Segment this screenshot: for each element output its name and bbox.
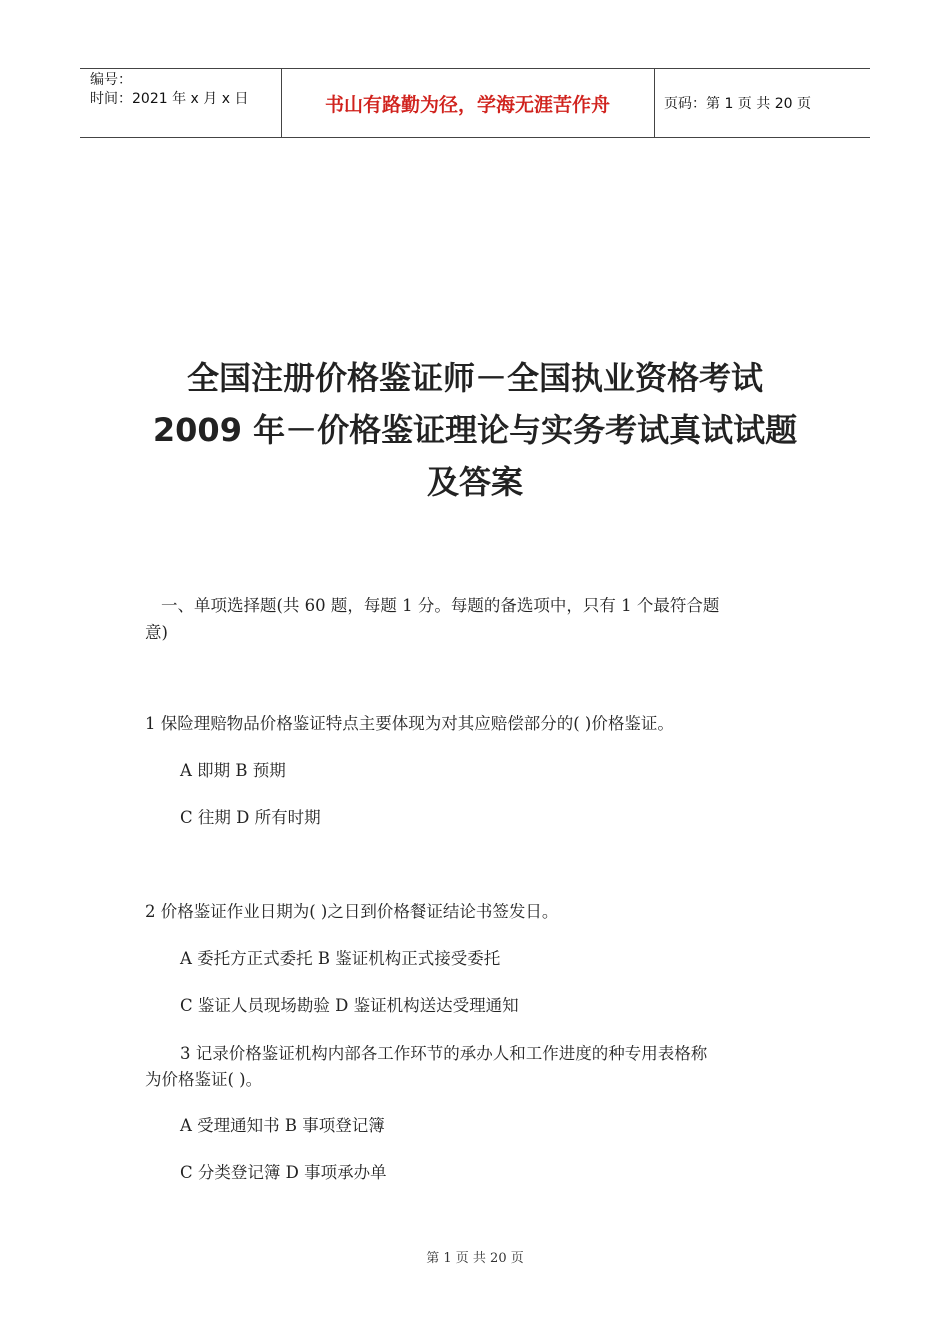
question-option: A 委托方正式委托 B 鉴证机构正式接受委托 (180, 949, 501, 968)
header-left-cell (90, 71, 248, 109)
section-heading: 一、单项选择题(共 60 题，每题 1 分。每题的备选项中，只有 1 个最符合题 (161, 596, 720, 615)
question-stem-cont: 为价格鉴证( )。 (145, 1070, 263, 1089)
header-table (80, 68, 870, 138)
question-stem: 3 记录价格鉴证机构内部各工作环节的承办人和工作进度的种专用表格称 (180, 1044, 708, 1063)
question-option: A 受理通知书 B 事项登记簿 (180, 1116, 385, 1135)
page-footer: 第 1 页 共 20 页 (426, 1251, 524, 1266)
question-option: C 分类登记簿 D 事项承办单 (180, 1163, 387, 1182)
title-line: 及答案 (426, 463, 523, 501)
question-option: A 即期 B 预期 (180, 761, 286, 780)
header-divider (654, 69, 655, 137)
page-info: 页码：第 1 页 共 20 页 (664, 96, 811, 112)
motto: 书山有路勤为径，学海无涯苦作舟 (324, 93, 610, 116)
title-line: 2009 年－价格鉴证理论与实务考试真试试题 (152, 411, 798, 449)
question-stem: 1 保险理赔物品价格鉴证特点主要体现为对其应赔偿部分的( )价格鉴证。 (145, 714, 674, 733)
question-option: C 往期 D 所有时期 (180, 808, 321, 827)
question-stem: 2 价格鉴证作业日期为( )之日到价格餐证结论书签发日。 (145, 902, 559, 921)
time-label: 时间：2021 年 x 月 x 日 (90, 91, 249, 107)
number-label: 编号： (90, 72, 132, 88)
document-title (100, 352, 850, 508)
section-heading-cont: 意) (145, 623, 168, 642)
question-option: C 鉴证人员现场勘验 D 鉴证机构送达受理通知 (180, 996, 519, 1015)
title-line: 全国注册价格鉴证师－全国执业资格考试 (186, 359, 763, 397)
